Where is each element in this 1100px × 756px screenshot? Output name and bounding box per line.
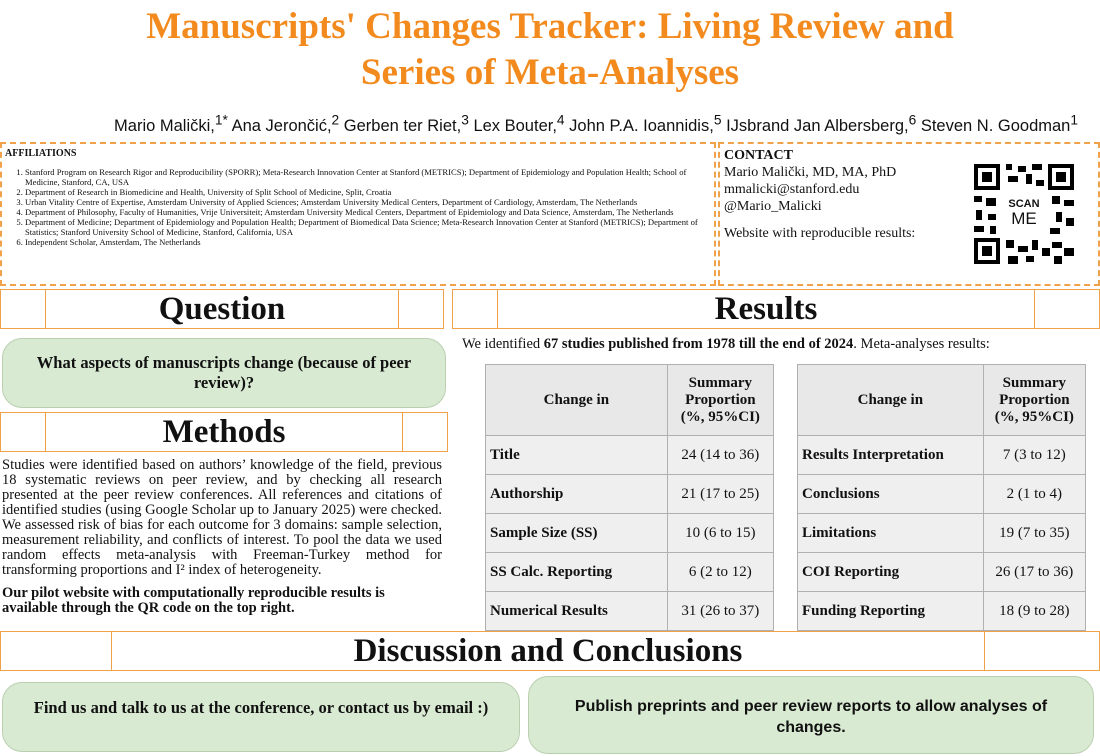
question-section-bar xyxy=(0,289,444,329)
affiliation-item: 6. Independent Scholar, Amsterdam, The Netherlands xyxy=(25,237,711,247)
author: John P.A. Ioannidis,$^5$ xyxy=(569,112,722,135)
table-row: Sample Size (SS) 10 (6 to 15) xyxy=(486,514,774,553)
question-heading: Question xyxy=(158,291,286,327)
results-table-right xyxy=(797,364,1086,631)
table-row: Conclusions 2 (1 to 4) xyxy=(798,475,1086,514)
question-text: What aspects of manuscripts change (because of peer review)? xyxy=(36,353,412,392)
methods-heading: Methods xyxy=(162,414,286,450)
affiliations-box xyxy=(0,142,716,286)
qr-me-label: ME xyxy=(1011,209,1037,228)
table-row: Results Interpretation 7 (3 to 12) xyxy=(798,436,1086,475)
results-section-bar xyxy=(452,289,1100,329)
contact-handle[interactable]: @Mario_Malicki xyxy=(724,199,822,214)
results-intro: We identified 67 studies published from 1978 till the end of 2024. Meta-analyses results: xyxy=(462,336,990,352)
affiliation-item: 2. Department of Research in Biomedicine and Health, University of Split School of Medicine, Split, Croatia xyxy=(25,187,711,197)
column-header-summary: Summary Proportion (%, 95%CI) xyxy=(667,365,773,436)
results-heading: Results xyxy=(714,291,818,327)
title-line-1: Manuscripts' Changes Tracker: Living Review and xyxy=(146,6,954,47)
question-pill xyxy=(2,338,446,408)
column-header-summary: Summary Proportion (%, 95%CI) xyxy=(983,365,1085,436)
table-row: COI Reporting 26 (17 to 36) xyxy=(798,553,1086,592)
methods-body xyxy=(2,458,442,616)
affiliations-heading: AFFILIATIONS xyxy=(5,148,77,159)
author: Gerben ter Riet,$^3$ xyxy=(343,112,469,135)
discussion-left-text: Find us and talk to us at the conference, or contact us by email :) xyxy=(33,698,489,717)
table-row: Authorship 21 (17 to 25) xyxy=(486,475,774,514)
contact-name: Mario Malički, MD, MA, PhD xyxy=(724,165,897,180)
qr-code-icon[interactable] xyxy=(972,162,1076,266)
column-header-change: Change in xyxy=(798,365,984,436)
discussion-right-text: Publish preprints and peer review reports to allow analyses of changes. xyxy=(574,698,1048,736)
affiliation-item: 1. Stanford Program on Research Rigor and Reproducibility (SPORR); Meta-Research Innovation Center at Stanford (METRICS); Department of Epidemiology and Population Health; School of Medicine, Stanford, CA, USA xyxy=(25,167,711,187)
discussion-pill-right xyxy=(528,676,1094,754)
discussion-section-bar xyxy=(0,631,1100,671)
affiliation-item: 3. Urban Vitality Centre of Expertise, Amsterdam University of Applied Sciences; Amsterdam University Medical Centers, Department of Cardiology, Amsterdam, The Netherlands xyxy=(25,197,711,207)
results-table-left xyxy=(485,364,774,631)
affiliations-list xyxy=(5,167,711,247)
author: Mario Malički,$^{1*}$ xyxy=(114,112,228,135)
methods-website-note: Our pilot website with computationally reproducible results is available through the QR code on the top right. xyxy=(2,585,385,616)
discussion-heading: Discussion and Conclusions xyxy=(353,633,743,669)
poster-title xyxy=(0,4,1100,96)
author-list xyxy=(0,112,1078,136)
title-line-2: Series of Meta-Analyses xyxy=(360,52,740,93)
author: Lex Bouter,$^4$ xyxy=(473,112,565,135)
table-row: Numerical Results 31 (26 to 37) xyxy=(486,592,774,631)
table-row: Funding Reporting 18 (9 to 28) xyxy=(798,592,1086,631)
qr-scan-label: SCAN xyxy=(1008,198,1040,210)
affiliation-item: 4. Department of Philosophy, Faculty of Humanities, Vrije Universiteit; Amsterdam University Medical Centers, Department of Epidemiology and Data Science, Amsterdam, The Netherlands xyxy=(25,207,711,217)
website-label: Website with reproducible results: xyxy=(724,226,916,241)
table-row: Title 24 (14 to 36) xyxy=(486,436,774,475)
author: Steven N. Goodman$^1$ xyxy=(920,112,1078,135)
contact-email[interactable]: mmalicki@stanford.edu xyxy=(724,182,860,197)
author: IJsbrand Jan Albersberg,$^6$ xyxy=(726,112,917,135)
contact-heading: CONTACT xyxy=(724,148,793,163)
table-row: Limitations 19 (7 to 35) xyxy=(798,514,1086,553)
author: Ana Jerončić,$^2$ xyxy=(231,112,340,135)
methods-section-bar xyxy=(0,412,448,452)
table-row: SS Calc. Reporting 6 (2 to 12) xyxy=(486,553,774,592)
discussion-pill-left xyxy=(2,682,520,752)
methods-text: Studies were identified based on authors’ knowledge of the field, previous 18 systematic reviews on peer review, and by checking all research presented at the peer review conferences. All references and citations of identified studies (using Google Scholar up to January 2025) were checked. We assessed risk of bias for each outcome for 3 domains: sample selection, measurement reliability, and conflicts of interest. To pool the data we used random effects meta-analysis with Freeman-Turkey method for transforming proportions and I² index of heterogeneity. xyxy=(2,457,442,578)
affiliation-item: 5. Department of Medicine; Department of Epidemiology and Population Health; Department of Biomedical Data Science; Meta-Research Innovation Center at Stanford (METRICS); Department of Statistics; Stanford University School of Medicine, Stanford, California, USA xyxy=(25,217,711,237)
column-header-change: Change in xyxy=(486,365,668,436)
contact-box xyxy=(718,142,1100,286)
